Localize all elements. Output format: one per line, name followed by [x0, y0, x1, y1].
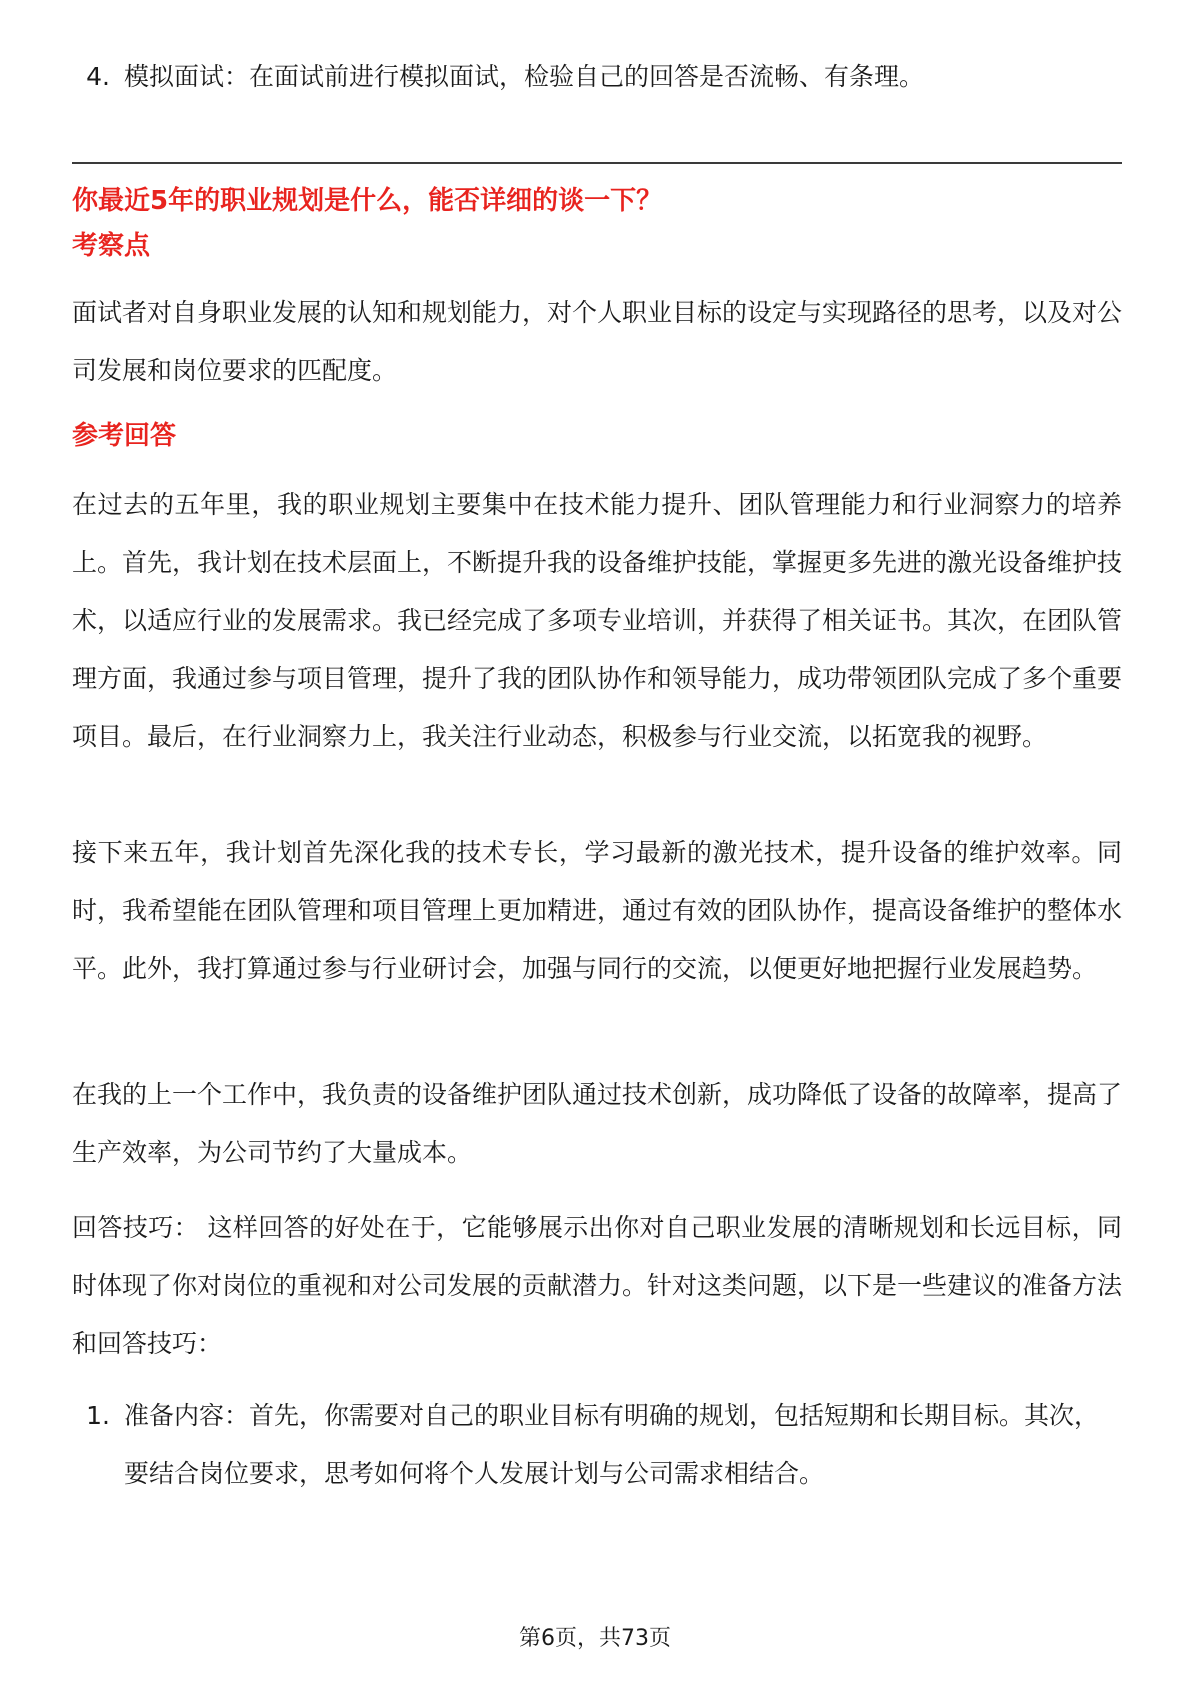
answer-paragraph-3: 在我的上一个工作中，我负责的设备维护团队通过技术创新，成功降低了设备的故障率，提高了生产效率，为公司节约了大量成本。 — [72, 1080, 1123, 1167]
answer-tips-paragraph: 回答技巧： 这样回答的好处在于，它能够展示出你对自己职业发展的清晰规划和长远目标，同时体现了你对岗位的重视和对公司发展的贡献潜力。针对这类问题，以下是一些建议的准备方法和回答技巧： — [72, 1213, 1123, 1358]
answer-paragraph-2: 接下来五年，我计划首先深化我的技术专长，学习最新的激光技术，提升设备的维护效率。同时，我希望能在团队管理和项目管理上更加精进，通过有效的团队协作，提高设备维护的整体水平。此外，我打算通过参与行业研讨会，加强与同行的交流，以便更好地把握行业发展趋势。 — [72, 838, 1123, 983]
list-number: 1. — [86, 1401, 110, 1430]
focus-heading: 考察点 — [72, 231, 151, 261]
list-item-mock-interview — [72, 48, 1120, 106]
answer-paragraph-1: 在过去的五年里，我的职业规划主要集中在技术能力提升、团队管理能力和行业洞察力的培养上。首先，我计划在技术层面上，不断提升我的设备维护技能，掌握更多先进的激光设备维护技术，以适应行业的发展需求。我已经完成了多项专业培训，并获得了相关证书。其次，在团队管理方面，我通过参与项目管理，提升了我的团队协作和领导能力，成功带领团队完成了多个重要项目。最后，在行业洞察力上，我关注行业动态，积极参与行业交流，以拓宽我的视野。 — [72, 490, 1123, 751]
list-text: 准备内容：首先，你需要对自己的职业目标有明确的规划，包括短期和长期目标。其次，要结合岗位要求，思考如何将个人发展计划与公司需求相结合。 — [124, 1401, 1100, 1488]
question-title: 你最近5年的职业规划是什么，能否详细的谈一下？ — [72, 186, 663, 216]
page-footer: 第6页，共73页 — [519, 1626, 671, 1651]
section-divider — [72, 162, 1122, 164]
list-item-prepare-content — [72, 1387, 1120, 1503]
list-number: 4. — [86, 62, 110, 91]
focus-text: 面试者对自身职业发展的认知和规划能力，对个人职业目标的设定与实现路径的思考，以及对公司发展和岗位要求的匹配度。 — [72, 298, 1123, 385]
list-text: 模拟面试：在面试前进行模拟面试，检验自己的回答是否流畅、有条理。 — [124, 62, 925, 91]
answer-heading: 参考回答 — [72, 421, 177, 451]
